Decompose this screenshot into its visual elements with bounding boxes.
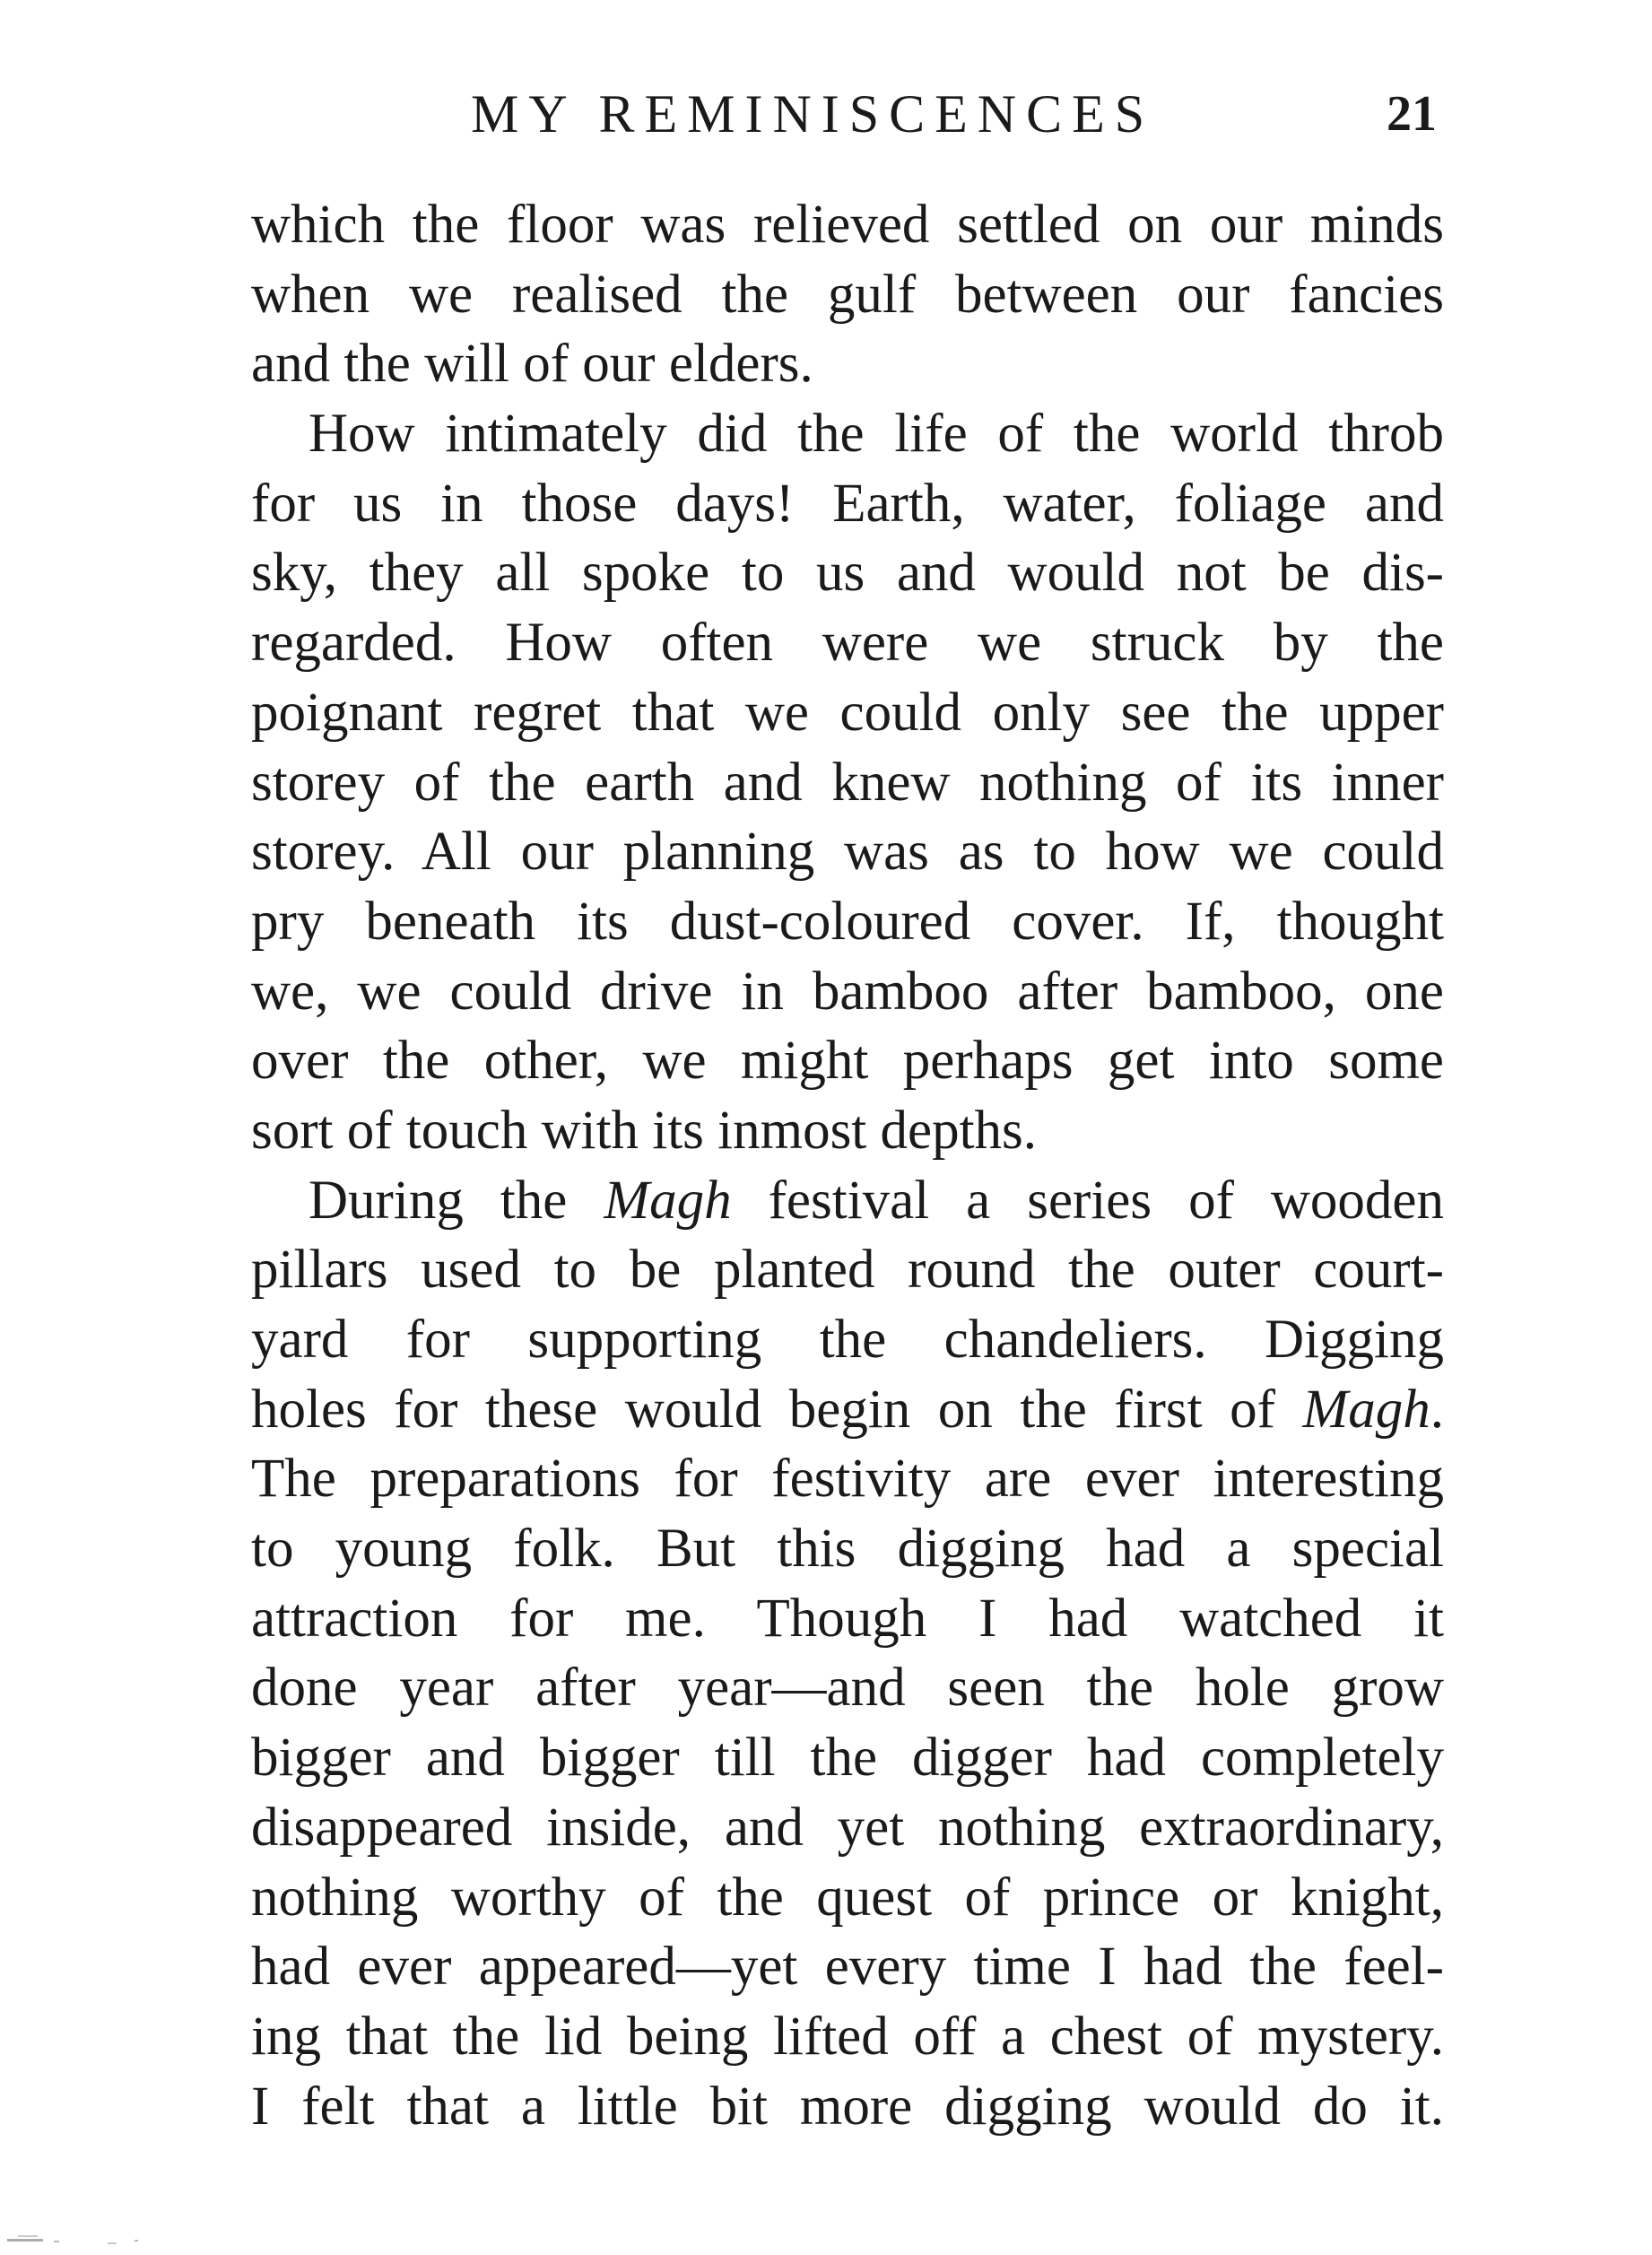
text-run: During the — [309, 1170, 604, 1231]
text-line: The preparations for festivity are ever interesting — [251, 1449, 1444, 1510]
text-line: sky, they all spoke to us and would not be dis- — [251, 543, 1444, 604]
text-line: pillars used to be planted round the outer court- — [251, 1240, 1444, 1301]
text-line: bigger and bigger till the digger had completely — [251, 1728, 1444, 1789]
text-line: sort of touch with its inmost depths. — [251, 1100, 1038, 1161]
scan-specks — [0, 2219, 233, 2255]
running-title: MY REMINISCENCES — [471, 84, 1155, 144]
italic-term: Magh — [1302, 1379, 1430, 1440]
text-line: we, we could drive in bamboo after bamboo, one — [251, 961, 1444, 1022]
text-line: ing that the lid being lifted off a chest of mystery. — [251, 2006, 1444, 2067]
text-line: yard for supporting the chandeliers. Digging — [251, 1310, 1444, 1370]
text-line: pry beneath its dust-coloured cover. If, thought — [251, 891, 1444, 952]
text-line — [251, 1375, 1444, 1445]
text-line: regarded. How often were we struck by the — [251, 613, 1444, 674]
body-text — [251, 190, 1444, 2141]
text-line: when we realised the gulf between our fancies — [251, 264, 1444, 325]
text-line: and the will of our elders. — [251, 334, 813, 395]
text-run: . — [1430, 1379, 1444, 1440]
page-number: 21 — [1387, 86, 1437, 142]
text-line: disappeared inside, and yet nothing extraordinary, — [251, 1797, 1444, 1858]
text-line: to young folk. But this digging had a special — [251, 1519, 1444, 1580]
italic-term: Magh — [604, 1170, 732, 1231]
text-line: poignant regret that we could only see the upper — [251, 682, 1444, 743]
text-line: attraction for me. Though I had watched it — [251, 1588, 1444, 1649]
running-head — [251, 74, 1444, 154]
text-line: over the other, we might perhaps get into some — [251, 1031, 1444, 1092]
text-line: How intimately did the life of the world throb — [309, 404, 1444, 465]
text-line: nothing worthy of the quest of prince or knight, — [251, 1867, 1444, 1928]
text-line: storey of the earth and knew nothing of its inner — [251, 752, 1444, 813]
text-line: storey. All our planning was as to how we could — [251, 822, 1444, 883]
text-run: holes for these would begin on the first of — [251, 1379, 1303, 1440]
text-line — [251, 1166, 1444, 1236]
text-line: I felt that a little bit more digging would do it. — [251, 2076, 1444, 2137]
text-line: had ever appeared—yet every time I had the feel- — [251, 1937, 1444, 1998]
text-run: festival a series of wooden — [731, 1170, 1444, 1231]
text-line: done year after year—and seen the hole grow — [251, 1658, 1444, 1719]
text-line: for us in those days! Earth, water, foliage and — [251, 473, 1444, 534]
text-line: which the floor was relieved settled on our minds — [251, 195, 1444, 255]
